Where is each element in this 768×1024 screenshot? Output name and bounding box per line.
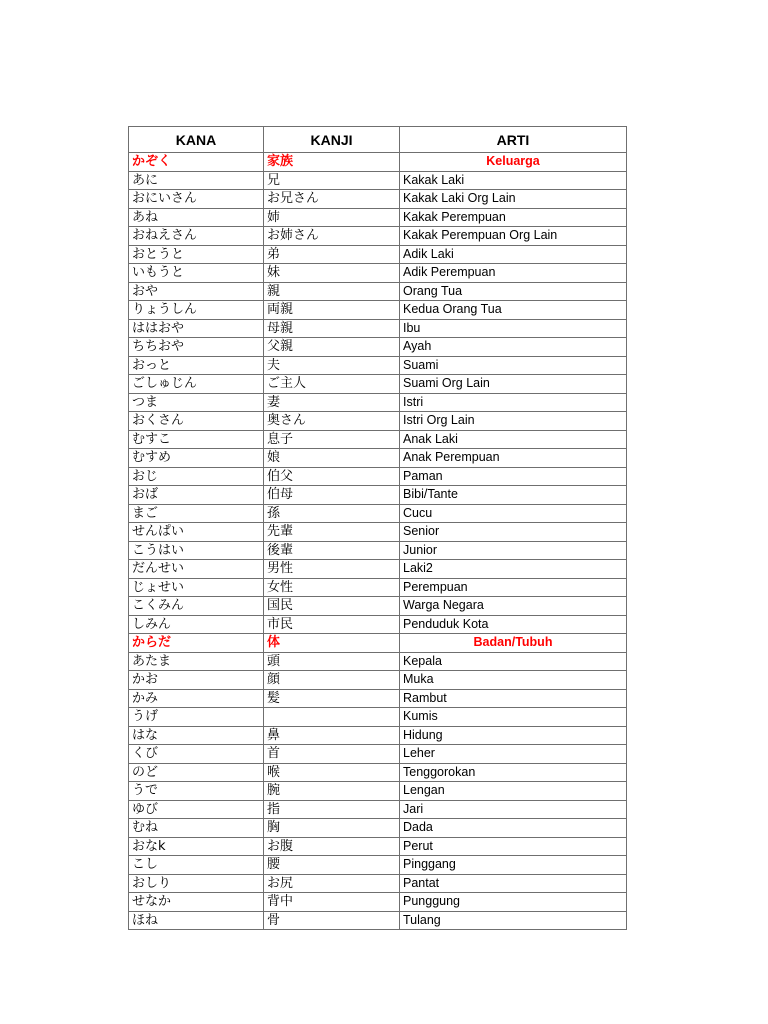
- arti-cell: Istri: [400, 393, 627, 412]
- table-row: [129, 652, 627, 671]
- kanji-cell: 妹: [264, 264, 400, 283]
- table-row: [129, 782, 627, 801]
- kanji-cell: 姉: [264, 208, 400, 227]
- kana-cell: じょせい: [129, 578, 264, 597]
- arti-cell: Orang Tua: [400, 282, 627, 301]
- kana-cell: おや: [129, 282, 264, 301]
- table-row: [129, 819, 627, 838]
- kana-cell: むすこ: [129, 430, 264, 449]
- table-row: [129, 597, 627, 616]
- arti-cell: Kedua Orang Tua: [400, 301, 627, 320]
- table-row: [129, 227, 627, 246]
- arti-cell: Tenggorokan: [400, 763, 627, 782]
- kana-cell: ちちおや: [129, 338, 264, 357]
- kanji-cell: 女性: [264, 578, 400, 597]
- kana-cell: からだ: [129, 634, 264, 653]
- table-header: [129, 127, 627, 153]
- kana-cell: せんぱい: [129, 523, 264, 542]
- kanji-cell: 市民: [264, 615, 400, 634]
- table-row: [129, 578, 627, 597]
- kanji-cell: 両親: [264, 301, 400, 320]
- kanji-cell: 国民: [264, 597, 400, 616]
- table-row: [129, 671, 627, 690]
- arti-cell: Suami: [400, 356, 627, 375]
- kana-cell: おなk: [129, 837, 264, 856]
- kanji-cell: 弟: [264, 245, 400, 264]
- kanji-cell: 背中: [264, 893, 400, 912]
- kana-cell: かぞく: [129, 153, 264, 172]
- kana-cell: おじ: [129, 467, 264, 486]
- kana-cell: まご: [129, 504, 264, 523]
- vocabulary-table: [128, 126, 627, 930]
- arti-cell: Keluarga: [400, 153, 627, 172]
- table-row: [129, 726, 627, 745]
- table-row: [129, 560, 627, 579]
- header-kanji: KANJI: [264, 127, 400, 153]
- kanji-cell: 腰: [264, 856, 400, 875]
- kanji-cell: 妻: [264, 393, 400, 412]
- kana-cell: おしり: [129, 874, 264, 893]
- table-row: [129, 338, 627, 357]
- section-row: [129, 153, 627, 172]
- kanji-cell: 髪: [264, 689, 400, 708]
- arti-cell: Adik Laki: [400, 245, 627, 264]
- header-arti: ARTI: [400, 127, 627, 153]
- kana-cell: こくみん: [129, 597, 264, 616]
- table-row: [129, 893, 627, 912]
- arti-cell: Kumis: [400, 708, 627, 727]
- section-row: [129, 634, 627, 653]
- table-row: [129, 171, 627, 190]
- arti-cell: Junior: [400, 541, 627, 560]
- arti-cell: Kakak Laki Org Lain: [400, 190, 627, 209]
- kana-cell: かみ: [129, 689, 264, 708]
- kanji-cell: 喉: [264, 763, 400, 782]
- table-row: [129, 745, 627, 764]
- table-row: [129, 486, 627, 505]
- arti-cell: Adik Perempuan: [400, 264, 627, 283]
- arti-cell: Istri Org Lain: [400, 412, 627, 431]
- kana-cell: おば: [129, 486, 264, 505]
- table-row: [129, 874, 627, 893]
- kanji-cell: 夫: [264, 356, 400, 375]
- kana-cell: だんせい: [129, 560, 264, 579]
- arti-cell: Kakak Perempuan: [400, 208, 627, 227]
- kanji-cell: 腕: [264, 782, 400, 801]
- table-row: [129, 837, 627, 856]
- kanji-cell: 伯母: [264, 486, 400, 505]
- arti-cell: Pantat: [400, 874, 627, 893]
- kana-cell: こうはい: [129, 541, 264, 560]
- arti-cell: Senior: [400, 523, 627, 542]
- arti-cell: Anak Laki: [400, 430, 627, 449]
- kana-cell: ははおや: [129, 319, 264, 338]
- kanji-cell: 胸: [264, 819, 400, 838]
- arti-cell: Perempuan: [400, 578, 627, 597]
- table-row: [129, 190, 627, 209]
- arti-cell: Suami Org Lain: [400, 375, 627, 394]
- arti-cell: Tulang: [400, 911, 627, 930]
- table-row: [129, 264, 627, 283]
- table-row: [129, 800, 627, 819]
- table-row: [129, 301, 627, 320]
- kana-cell: つま: [129, 393, 264, 412]
- kanji-cell: 息子: [264, 430, 400, 449]
- table-row: [129, 412, 627, 431]
- arti-cell: Badan/Tubuh: [400, 634, 627, 653]
- kana-cell: ゆび: [129, 800, 264, 819]
- kanji-cell: 後輩: [264, 541, 400, 560]
- table-row: [129, 430, 627, 449]
- kana-cell: おねえさん: [129, 227, 264, 246]
- kanji-cell: 指: [264, 800, 400, 819]
- kana-cell: むね: [129, 819, 264, 838]
- header-row: [129, 127, 627, 153]
- kanji-cell: お尻: [264, 874, 400, 893]
- table-row: [129, 319, 627, 338]
- kana-cell: おっと: [129, 356, 264, 375]
- kanji-cell: お兄さん: [264, 190, 400, 209]
- kana-cell: こし: [129, 856, 264, 875]
- arti-cell: Ibu: [400, 319, 627, 338]
- kanji-cell: 先輩: [264, 523, 400, 542]
- arti-cell: Rambut: [400, 689, 627, 708]
- kanji-cell: 男性: [264, 560, 400, 579]
- table-row: [129, 763, 627, 782]
- kana-cell: ごしゅじん: [129, 375, 264, 394]
- arti-cell: Dada: [400, 819, 627, 838]
- kanji-cell: 母親: [264, 319, 400, 338]
- kanji-cell: 鼻: [264, 726, 400, 745]
- table-row: [129, 689, 627, 708]
- kanji-cell: お姉さん: [264, 227, 400, 246]
- table-row: [129, 245, 627, 264]
- kana-cell: おくさん: [129, 412, 264, 431]
- kanji-cell: 兄: [264, 171, 400, 190]
- table-row: [129, 541, 627, 560]
- table-body: [129, 153, 627, 930]
- kanji-cell: 奥さん: [264, 412, 400, 431]
- table-row: [129, 375, 627, 394]
- table-row: [129, 449, 627, 468]
- arti-cell: Punggung: [400, 893, 627, 912]
- kanji-cell: 家族: [264, 153, 400, 172]
- arti-cell: Kepala: [400, 652, 627, 671]
- kana-cell: りょうしん: [129, 301, 264, 320]
- kanji-cell: 娘: [264, 449, 400, 468]
- arti-cell: Bibi/Tante: [400, 486, 627, 505]
- kana-cell: いもうと: [129, 264, 264, 283]
- table-row: [129, 615, 627, 634]
- kanji-cell: 親: [264, 282, 400, 301]
- arti-cell: Cucu: [400, 504, 627, 523]
- kana-cell: あに: [129, 171, 264, 190]
- kana-cell: せなか: [129, 893, 264, 912]
- table-row: [129, 708, 627, 727]
- arti-cell: Laki2: [400, 560, 627, 579]
- kana-cell: むすめ: [129, 449, 264, 468]
- kanji-cell: 骨: [264, 911, 400, 930]
- kanji-cell: 首: [264, 745, 400, 764]
- kana-cell: うで: [129, 782, 264, 801]
- kana-cell: あたま: [129, 652, 264, 671]
- arti-cell: Leher: [400, 745, 627, 764]
- arti-cell: Muka: [400, 671, 627, 690]
- arti-cell: Perut: [400, 837, 627, 856]
- arti-cell: Jari: [400, 800, 627, 819]
- table-row: [129, 393, 627, 412]
- table-row: [129, 356, 627, 375]
- arti-cell: Ayah: [400, 338, 627, 357]
- kana-cell: しみん: [129, 615, 264, 634]
- kana-cell: くび: [129, 745, 264, 764]
- table-row: [129, 856, 627, 875]
- table-row: [129, 467, 627, 486]
- kanji-cell: お腹: [264, 837, 400, 856]
- kanji-cell: 頭: [264, 652, 400, 671]
- header-kana: KANA: [129, 127, 264, 153]
- kana-cell: かお: [129, 671, 264, 690]
- kana-cell: ほね: [129, 911, 264, 930]
- kana-cell: あね: [129, 208, 264, 227]
- kana-cell: うげ: [129, 708, 264, 727]
- kanji-cell: ご主人: [264, 375, 400, 394]
- arti-cell: Lengan: [400, 782, 627, 801]
- arti-cell: Hidung: [400, 726, 627, 745]
- arti-cell: Pinggang: [400, 856, 627, 875]
- arti-cell: Paman: [400, 467, 627, 486]
- arti-cell: Kakak Perempuan Org Lain: [400, 227, 627, 246]
- kana-cell: おとうと: [129, 245, 264, 264]
- kana-cell: おにいさん: [129, 190, 264, 209]
- table-row: [129, 504, 627, 523]
- table-row: [129, 523, 627, 542]
- kana-cell: はな: [129, 726, 264, 745]
- kanji-cell: 顔: [264, 671, 400, 690]
- arti-cell: Anak Perempuan: [400, 449, 627, 468]
- arti-cell: Warga Negara: [400, 597, 627, 616]
- arti-cell: Kakak Laki: [400, 171, 627, 190]
- arti-cell: Penduduk Kota: [400, 615, 627, 634]
- kanji-cell: 父親: [264, 338, 400, 357]
- kanji-cell: 体: [264, 634, 400, 653]
- kanji-cell: 孫: [264, 504, 400, 523]
- table-row: [129, 282, 627, 301]
- kanji-cell: 伯父: [264, 467, 400, 486]
- table-row: [129, 911, 627, 930]
- kana-cell: のど: [129, 763, 264, 782]
- kanji-cell: [264, 708, 400, 727]
- table-row: [129, 208, 627, 227]
